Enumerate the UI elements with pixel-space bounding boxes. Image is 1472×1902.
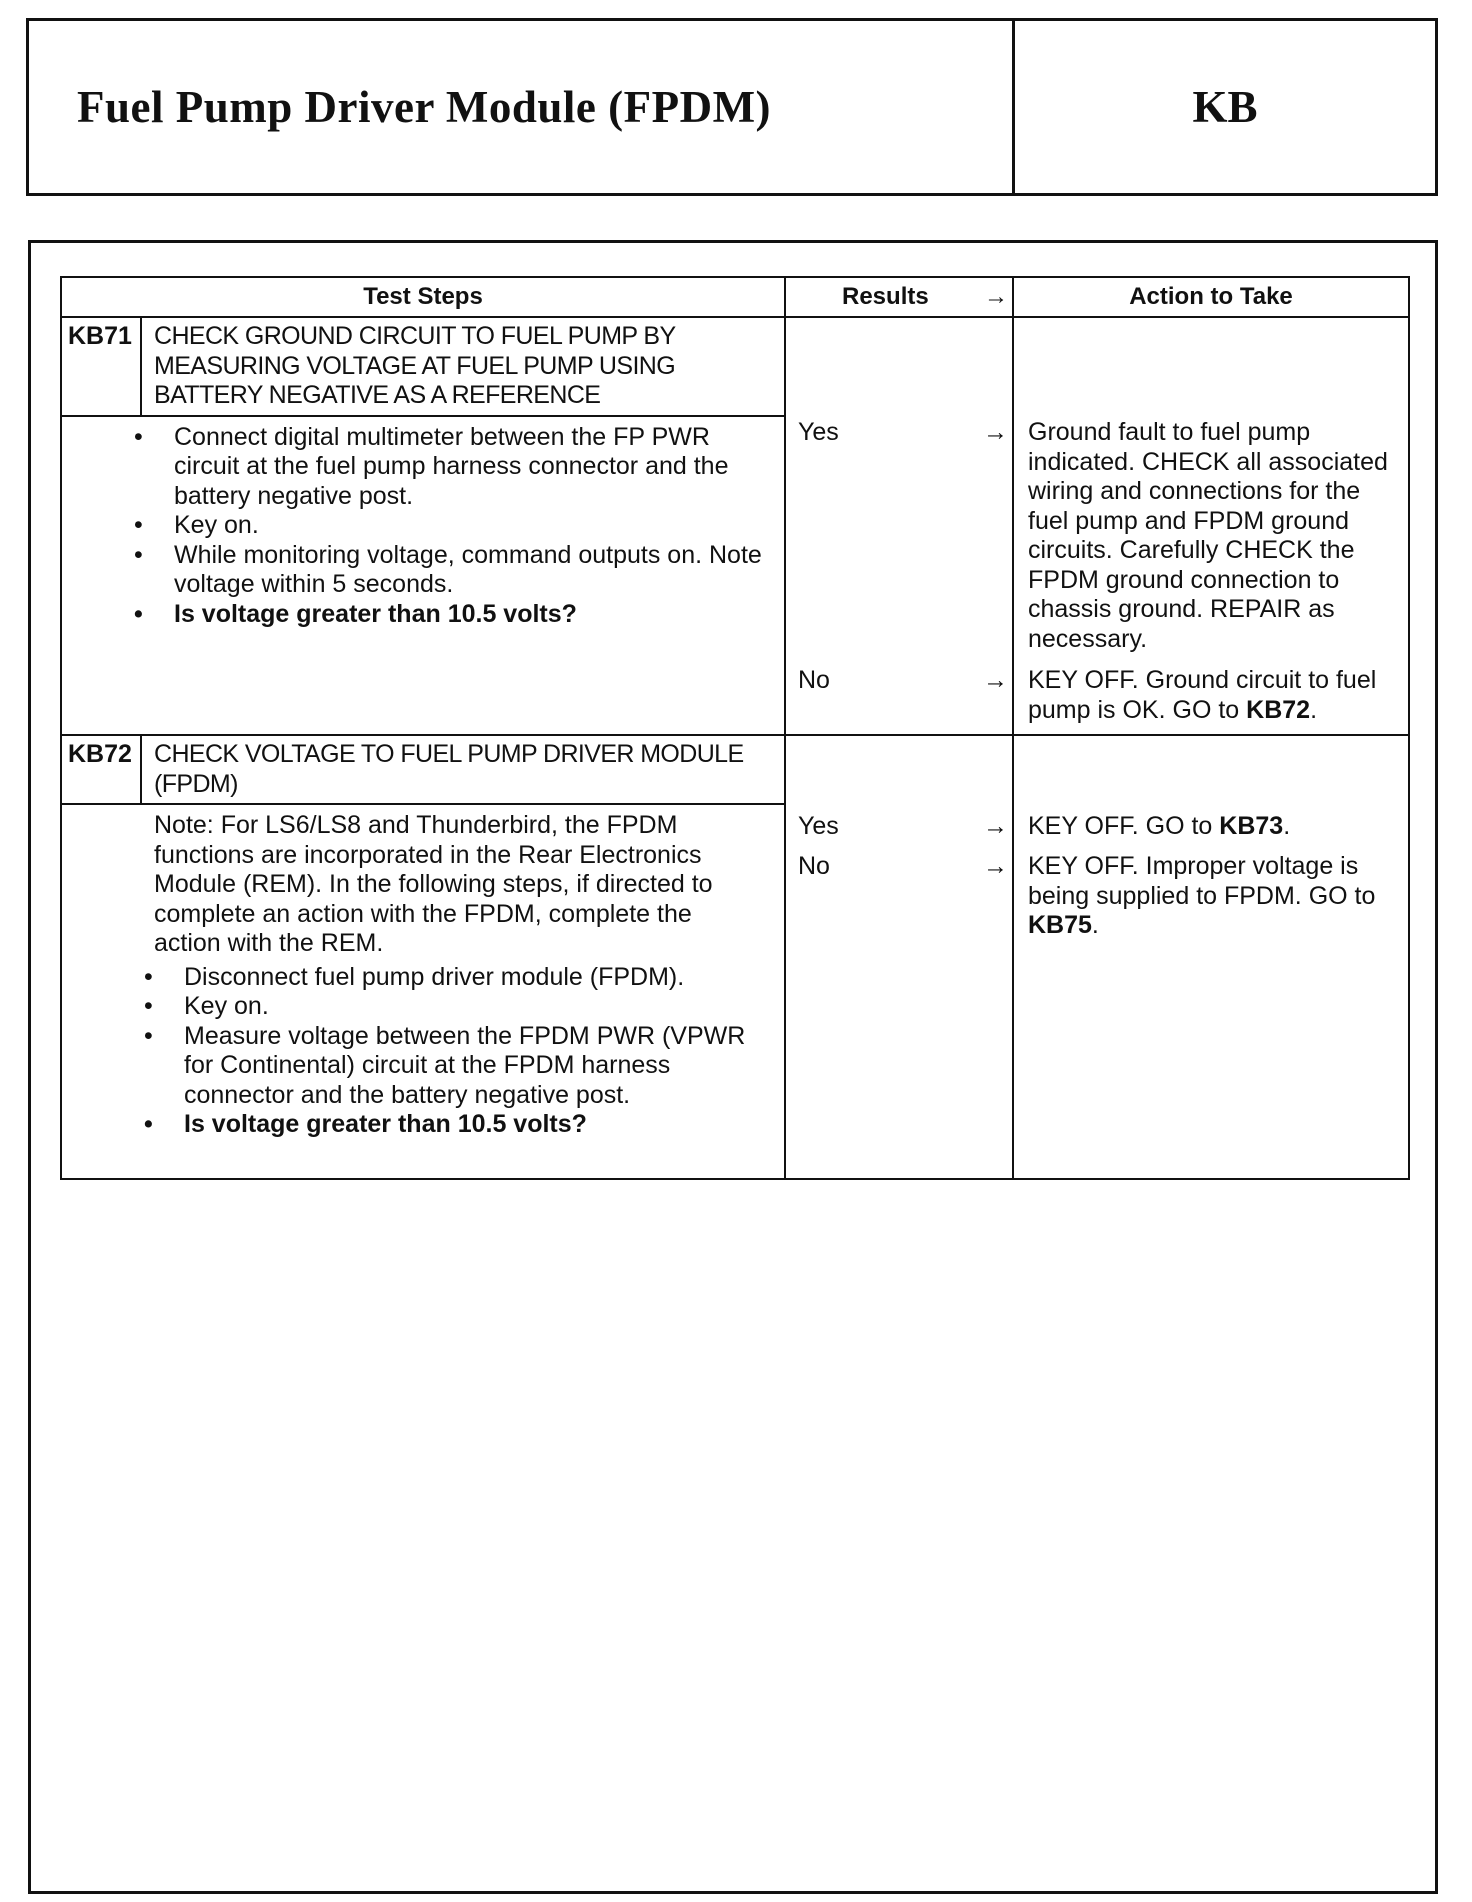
arrow-icon: →: [983, 418, 1008, 446]
arrow-icon: →: [983, 852, 1008, 880]
action-text: Ground fault to fuel pump indicated. CHECK all associated wiring and connections for the fuel pump and FPDM ground circuits. Carefully CHECK the FPDM ground connection to chassis ground. REPAIR as necessary.: [1028, 418, 1388, 653]
arrow-icon: →: [984, 283, 1008, 310]
step-bullets: [142, 963, 764, 1140]
step-note: Note: For LS6/LS8 and Thunderbird, the FPDM functions are incorporated in the Rear Electronics Module (REM). In the following steps, if directed to complete an action with the FPDM, complete the action with the REM.: [154, 811, 713, 957]
step-id: KB71: [62, 318, 142, 415]
header-action: Action to Take: [1129, 283, 1293, 310]
step-question: • Is voltage greater than 10.5 volts?: [142, 1110, 764, 1140]
list-item: • Key on.: [142, 992, 764, 1022]
step-reference: KB75: [1028, 911, 1092, 939]
table-header-row: [62, 278, 1408, 318]
action-text: KEY OFF. Ground circuit to fuel pump is OK. GO to KB72.: [1028, 666, 1377, 724]
list-item: • Measure voltage between the FPDM PWR (VPWR for Continental) circuit at the FPDM harness connector and the battery negative post.: [142, 1022, 764, 1111]
test-step-kb72: KB72 CHECK VOLTAGE TO FUEL PUMP DRIVER MODULE (FPDM) Note: For LS6/LS8 and Thunderbird, the FPDM functions are incorporated in the Rear Electronics Module (REM). In the following steps, if directed to complete an action with the FPDM, complete the action with the REM. • Disconnect fuel pump driver module (FPDM). • Key on. • Measure voltage between the FPDM PWR (VPWR for Continental) circuit at the FPDM harness connector and the battery negative post. • Is voltage greater than 10.5 volts? Yes → No → KEY OFF. GO to KB73. KEY OFF. Improper voltage is being supplied to FPDM. GO to KB75.: [62, 736, 1408, 1178]
header-results: [786, 278, 1014, 316]
action-text: KEY OFF. GO to KB73.: [1028, 812, 1291, 840]
arrow-icon: →: [983, 666, 1008, 694]
step-id: KB72: [62, 736, 142, 803]
arrow-icon: →: [983, 812, 1008, 840]
list-item: • Key on.: [132, 511, 764, 541]
step-reference: KB73: [1219, 812, 1284, 840]
step-reference: KB72: [1246, 695, 1311, 724]
section-code: KB: [1192, 82, 1258, 132]
page-header: [26, 18, 1438, 196]
test-steps-table: [60, 276, 1410, 1180]
step-bullets: [132, 423, 764, 630]
step-title: CHECK GROUND CIRCUIT TO FUEL PUMP BY MEASURING VOLTAGE AT FUEL PUMP USING BATTERY NEGATIVE AS A REFERENCE: [154, 322, 676, 409]
header-test-steps: Test Steps: [62, 278, 786, 316]
list-item: • Disconnect fuel pump driver module (FPDM).: [142, 963, 764, 993]
header-results-label: Results: [842, 283, 929, 310]
page-title: Fuel Pump Driver Module (FPDM): [29, 21, 1015, 193]
list-item: • While monitoring voltage, command outputs on. Note voltage within 5 seconds.: [132, 541, 764, 600]
action-text: KEY OFF. Improper voltage is being supplied to FPDM. GO to KB75.: [1028, 852, 1376, 939]
step-question: • Is voltage greater than 10.5 volts?: [132, 600, 764, 630]
list-item: • Connect digital multimeter between the FP PWR circuit at the fuel pump harness connector and the battery negative post.: [132, 423, 764, 512]
test-step-kb71: KB71 CHECK GROUND CIRCUIT TO FUEL PUMP BY MEASURING VOLTAGE AT FUEL PUMP USING BATTERY NEGATIVE AS A REFERENCE • Connect digital multimeter between the FP PWR circuit at the fuel pump harness connector and the battery negative post. • Key on. • While monitoring voltage, command outputs on. Note voltage within 5 seconds. • Is voltage greater than 10.5 volts? Yes → No → Ground fault to fuel pump indicated. CHECK all associated wiring and connections for the fuel pump and FPDM ground circuits. Carefully CHECK the FPDM ground connection to chassis ground. REPAIR as necessary. KEY OFF. Ground circuit to fuel pump is OK. GO to KB72.: [62, 318, 1408, 736]
step-title: CHECK VOLTAGE TO FUEL PUMP DRIVER MODULE (FPDM): [154, 740, 744, 798]
